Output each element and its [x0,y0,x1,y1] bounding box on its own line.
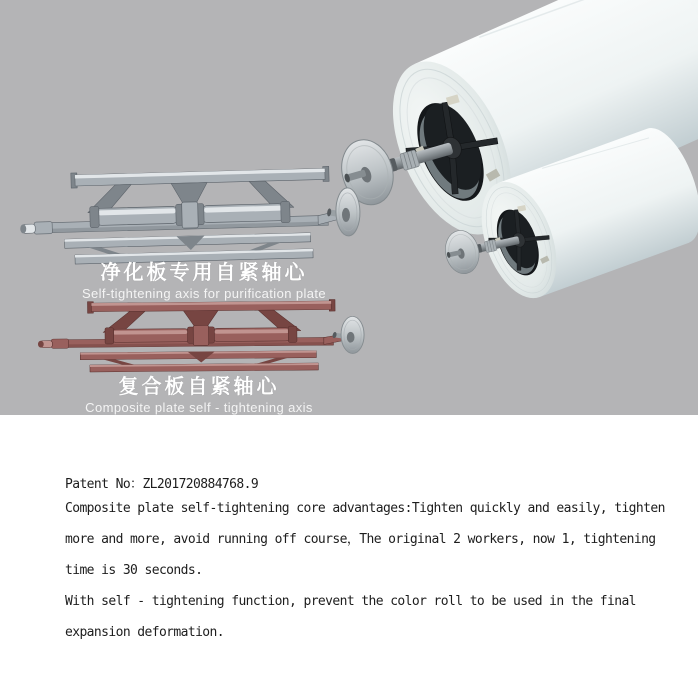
composite-axis-title-en: Composite plate self - tightening axis [85,400,313,415]
purification-axis-title-zh: 净化板专用自紧轴心 [100,262,308,284]
patent-number: Patent No：ZL201720884768.9 [65,477,259,492]
description-line: time is 30 seconds. [65,563,203,578]
description-line: expansion deformation. [65,625,224,640]
composite-axis-label [33,377,365,415]
description-line: Composite plate self-tightening core advantages:Tighten quickly and easily, tighten [65,501,665,516]
composite-axis-title-zh: 复合板自紧轴心 [118,376,280,398]
description-line: more and more, avoid running off course，The original 2 workers, now 1, tightening [65,532,656,547]
purification-axis-title-en: Self-tightening axis for purification plate [81,286,327,301]
purification-axis-photo [19,166,361,266]
product-description [65,478,685,657]
description-line: With self - tightening function, prevent the color roll to be used in the final [65,594,636,609]
purification-axis-label [38,263,370,301]
composite-axis-photo [38,299,365,372]
